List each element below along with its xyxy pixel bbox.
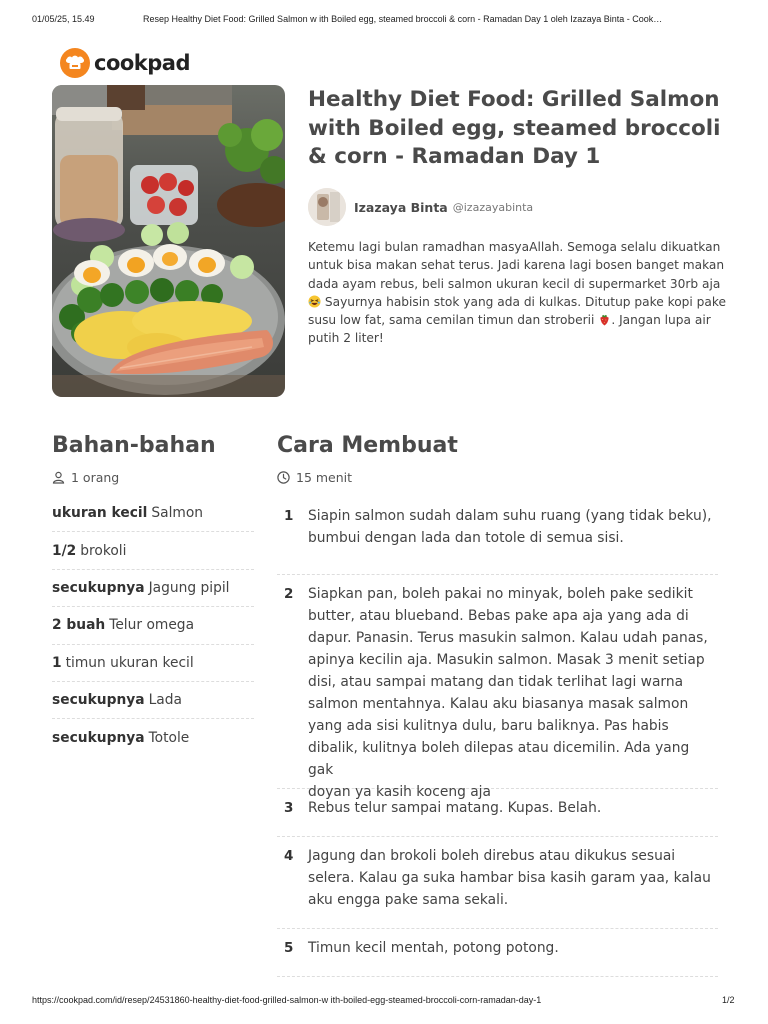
steps-heading: Cara Membuat [277,433,458,458]
step-item [277,929,718,977]
strawberry-icon [598,313,611,326]
ingredient-item [52,719,254,756]
ingredient-name: Totole [148,730,190,747]
ingredient-item [52,607,254,644]
ingredient-quantity: secukupnya [52,730,145,747]
recipe-story [308,238,728,348]
step-number: 2 [284,586,294,602]
step-line: butter, atau blueband. Bebas pake apa aja yang ada di [308,608,689,624]
servings-text: 1 orang [71,470,120,485]
story-text-1: Ketemu lagi bulan ramadhan masyaAllah. Semoga selalu dikuatkan untuk bisa makan sehat terus. Jadi karena lagi bosen banget makan dada ayam rebus, beli salmon ukuran kecil di supermarket 30rb aja [308,240,725,291]
step-item [277,575,718,800]
step-line: Rebus telur sampai matang. Kupas. Belah. [308,800,602,816]
step-line: apinya kecilin aja. Masukin salmon. Masak 3 menit setiap [308,652,705,668]
ingredient-quantity: ukuran kecil [52,505,148,522]
ingredient-item [52,495,254,532]
step-line: aku engga pake sama sekali. [308,892,509,908]
person-icon [52,471,65,484]
step-line: selera. Kalau ga suka hambar bisa kasih garam yaa, kalau [308,870,711,886]
ingredient-quantity: secukupnya [52,579,145,596]
step-line: Siapkan pan, boleh pakai no minyak, boleh pake sedikit [308,586,693,602]
step-text [308,583,718,800]
step-item [277,789,718,837]
step-text [308,845,718,928]
ingredients-list [52,495,254,757]
step-item [277,837,718,929]
ingredient-name: brokoli [80,542,127,559]
step-line: salmon mentahnya. Kalau aku biasanya masak salmon [308,696,689,712]
steps-list [277,497,718,977]
ingredient-name: timun ukuran kecil [65,654,194,671]
step-line: Timun kecil mentah, potong potong. [308,940,559,956]
ingredient-quantity: 1/2 [52,542,77,559]
step-number: 5 [284,940,294,956]
recipe-photo [52,85,285,397]
step-number: 4 [284,848,294,864]
print-datetime: 01/05/25, 15.49 [32,14,95,24]
chef-hat-icon [60,48,90,78]
story-text-3: . Jangan lupa air putih 2 liter! [308,313,711,346]
step-item [277,497,718,575]
ingredient-quantity: 2 buah [52,617,106,634]
step-line: Jagung dan brokoli boleh direbus atau dikukus sesuai [308,848,676,864]
logo-text: cookpad [94,51,191,75]
step-line: disi, atau sampai matang dan tidak terlihat lagi warna [308,674,684,690]
step-line: yang ada sisi kulitnya dulu, baru baliknya. Pas habis [308,718,669,734]
cookpad-logo[interactable] [60,48,190,78]
story-text-2: Sayurnya habisin stok yang ada di kulkas. Ditutup pake kopi pake susu low fat, sama cemilan timun dan stroberii [308,294,727,328]
step-text [308,505,718,574]
ingredient-item [52,532,254,569]
avatar[interactable] [308,188,346,226]
step-line: doyan ya kasih koceng aja [308,784,491,800]
cooking-time-text: 15 menit [296,470,353,485]
step-line: bumbui dengan lada dan totole di semua sisi. [308,530,624,546]
cooking-time [277,470,352,485]
author-block[interactable] [308,188,533,226]
ingredient-quantity: 1 [52,654,62,671]
ingredient-name: Telur omega [109,617,195,634]
servings [52,470,119,485]
step-text [308,937,718,976]
print-url: https://cookpad.com/id/resep/24531860-healthy-diet-food-grilled-salmon-w ith-boiled-egg-steamed-broccoli-corn-ramadan-day-1 [32,995,542,1005]
ingredient-name: Salmon [151,505,204,522]
author-handle[interactable]: @izazayabinta [452,200,534,214]
print-page-title: Resep Healthy Diet Food: Grilled Salmon w ith Boiled egg, steamed broccoli & corn - Ramadan Day 1 oleh Izazaya Binta - Cook… [143,14,663,24]
clock-icon [277,471,290,484]
ingredient-item [52,645,254,682]
step-text [308,797,718,836]
step-line: dibalik, kulitnya boleh dilepas atau dicemilin. Ada yang gak [308,740,690,778]
ingredient-name: Jagung pipil [148,579,230,596]
ingredient-item [52,682,254,719]
ingredients-heading: Bahan-bahan [52,433,216,458]
ingredient-quantity: secukupnya [52,692,145,709]
recipe-title: Healthy Diet Food: Grilled Salmon with Boiled egg, steamed broccoli & corn - Ramadan Day 1 [308,87,721,169]
author-name[interactable]: Izazaya Binta [354,199,448,215]
ingredient-name: Lada [148,692,182,709]
step-line: dapur. Panasin. Terus masukin salmon. Kalau udah panas, [308,630,708,646]
ingredient-item [52,570,254,607]
page-number: 1/2 [722,995,735,1005]
step-number: 1 [284,508,294,524]
step-number: 3 [284,800,294,816]
step-line: Siapin salmon sudah dalam suhu ruang (yang tidak beku), [308,508,712,524]
laughing-face-icon [308,295,321,308]
